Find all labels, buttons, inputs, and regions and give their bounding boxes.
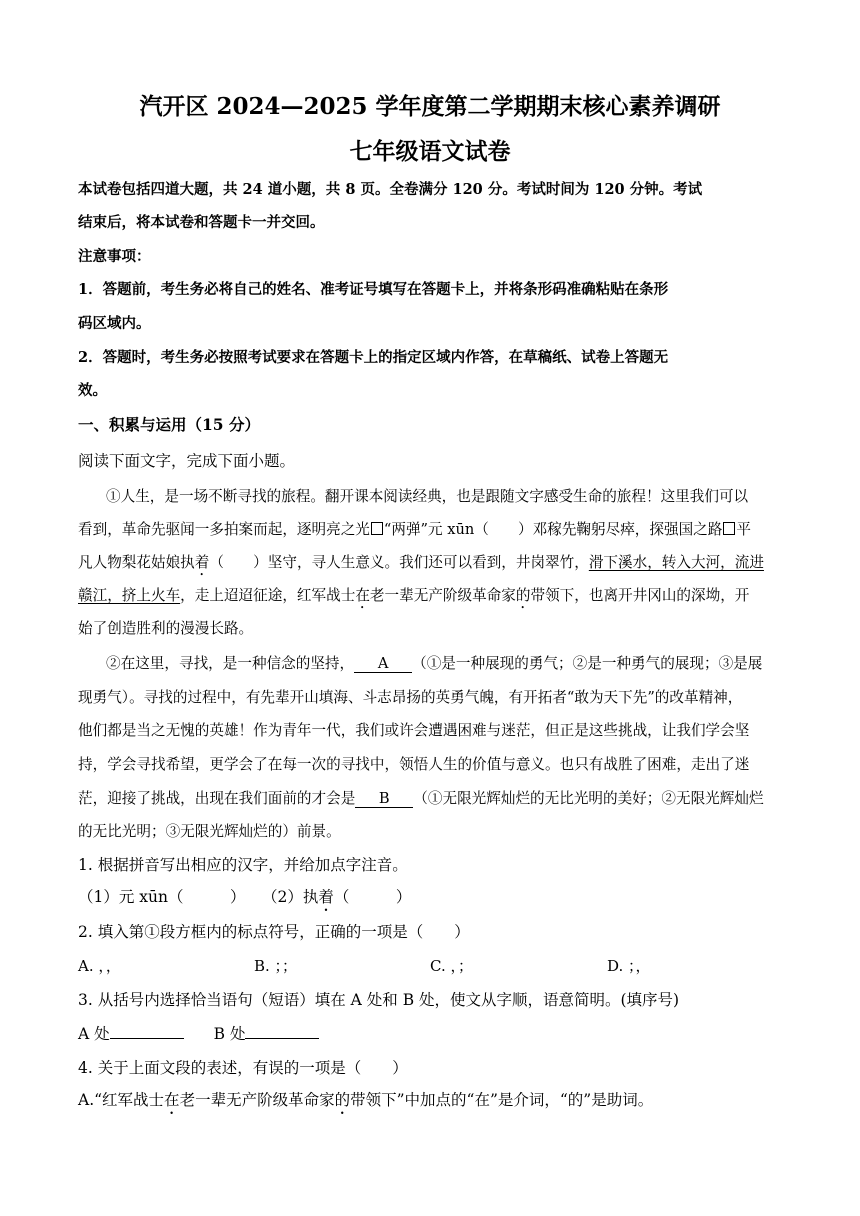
q2-option-b[interactable]: B. ；； (254, 957, 298, 975)
passage-p1-line-5: 始了创造胜利的漫漫长路。 (78, 620, 254, 637)
punctuation-box (723, 522, 735, 535)
question-2: 2. 填入第①段方框内的标点符号，正确的一项是（ ） (78, 923, 470, 941)
dotted-char: 在 (355, 587, 370, 604)
passage-text: “两弹”元 xūn（ ）邓稼先鞠躬尽瘁，探强国之路 (383, 521, 723, 538)
passage-p1-line-1: ①人生，是一场不断寻找的旅程。翻开课本阅读经典，也是跟随文字感受生命的旅程！这里我们可以 (106, 488, 749, 505)
passage-p1-line-4 (78, 584, 749, 612)
dotted-char: 着 (194, 554, 210, 571)
q4-option-a[interactable] (78, 1088, 653, 1118)
punctuation-box (371, 522, 383, 535)
blank-b: B (355, 791, 413, 808)
option-text: A.“红军战士 (78, 1091, 165, 1109)
passage-text: 看到，革命先驱闻一多拍案而起，逐明亮之光 (78, 521, 370, 538)
passage-text: 平 (736, 521, 751, 538)
q3-b-label: B 处 (213, 1025, 246, 1043)
question-1: 1. 根据拼音写出相应的汉字，并给加点字注音。 (78, 856, 408, 874)
question-1-sub-1: （1）元 xūn（ ） (78, 888, 246, 906)
passage-text: 带领下，也离开井冈山的深坳，开 (530, 587, 750, 604)
passage-p2-line-1 (106, 652, 762, 673)
exam-subtitle: 七年级语文试卷 (349, 138, 511, 165)
passage-p2-line-3: 他们都是当之无愧的英雄！作为青年一代，我们或许会遭遇困难与迷茫，但正是这些挑战，让我们学会坚 (78, 722, 750, 739)
passage-p1-line-3 (78, 551, 764, 579)
question-text: （ ） (333, 888, 412, 906)
dotted-char: 的 (515, 587, 531, 604)
passage-text: （①无限光辉灿烂的无比光明的美好；②无限光辉灿烂 (413, 790, 764, 807)
exam-title: 汽开区 2024—2025 学年度第二学期期末核心素养调研 (139, 93, 721, 120)
intro-line-1: 本试卷包括四道大题，共 24 道小题，共 8 页。全卷满分 120 分。考试时间为 120 分钟。考试 (78, 181, 703, 198)
note-2-line-2: 效。 (78, 382, 107, 399)
note-1-line-1: 1．答题前，考生务必将自己的姓名、准考证号填写在答题卡上，并将条形码准确粘贴在条形 (78, 281, 669, 298)
passage-text: ②在这里，寻找，是一种信念的坚持， (106, 655, 355, 672)
passage-p2-line-2: 现勇气）。寻找的过程中，有先辈开山填海、斗志昂扬的英勇气魄，有开拓者“敢为天下先”的改革精神， (78, 689, 743, 706)
option-text: 带领下”中加点的“在”是介词，“的”是助词。 (350, 1091, 654, 1109)
dotted-char: 的 (334, 1091, 351, 1109)
question-4: 4. 关于上面文段的表述，有误的一项是（ ） (78, 1059, 408, 1077)
q2-option-d[interactable]: D. ；， (607, 957, 651, 975)
passage-text: （ ）坚守，寻人生意义。我们还可以看到，井岗翠竹， (209, 554, 589, 571)
intro-line-2: 结束后，将本试卷和答题卡一并交回。 (78, 214, 325, 231)
q2-option-a[interactable]: A. ，， (78, 957, 121, 975)
q2-option-c[interactable]: C. ，； (430, 957, 473, 975)
option-text: 老一辈无产阶级革命家 (179, 1091, 335, 1109)
passage-text: 茫，迎接了挑战，出现在我们面前的才会是 (78, 790, 356, 807)
passage-text: 凡人物梨花姑娘执 (78, 554, 195, 571)
underlined-text: 赣江，挤上火车 (78, 587, 181, 604)
passage-p2-line-5 (78, 787, 764, 808)
passage-p2-line-6: 的无比光明；③无限光辉灿烂的）前景。 (78, 823, 341, 840)
passage-text: 老一辈无产阶级革命家 (369, 587, 516, 604)
question-1-sub-2 (262, 885, 411, 915)
q3-b-blank[interactable] (245, 1038, 319, 1039)
dotted-char: 在 (164, 1091, 180, 1109)
passage-p1-line-2 (78, 518, 751, 539)
notes-heading: 注意事项： (78, 248, 151, 265)
question-text: （2）执 (262, 888, 319, 906)
underlined-text: 滑下溪水，转入大河，流进 (588, 554, 764, 571)
q3-answer-line (78, 1022, 319, 1044)
reading-lead: 阅读下面文字，完成下面小题。 (78, 452, 296, 470)
section-heading: 一、积累与运用（15 分） (78, 415, 260, 434)
passage-p2-line-4: 持，学会寻找希望，更学会了在每一次的寻找中，领悟人生的价值与意义。也只有战胜了困难，走出了迷 (78, 756, 750, 773)
blank-a: A (354, 656, 412, 673)
note-1-line-2: 码区域内。 (78, 315, 151, 332)
passage-text: ，走上迢迢征途，红军战士 (180, 587, 356, 604)
q3-a-blank[interactable] (110, 1038, 184, 1039)
passage-text: （①是一种展现的勇气；②是一种勇气的展现；③是展 (412, 655, 763, 672)
question-3: 3. 从括号内选择恰当语句（短语）填在 A 处和 B 处，使文从字顺，语意简明。(填序号) (78, 991, 680, 1009)
dotted-char: 着 (318, 888, 334, 906)
q3-a-label: A 处 (78, 1025, 110, 1043)
note-2-line-1: 2．答题时，考生务必按照考试要求在答题卡上的指定区域内作答，在草稿纸、试卷上答题无 (78, 349, 669, 366)
